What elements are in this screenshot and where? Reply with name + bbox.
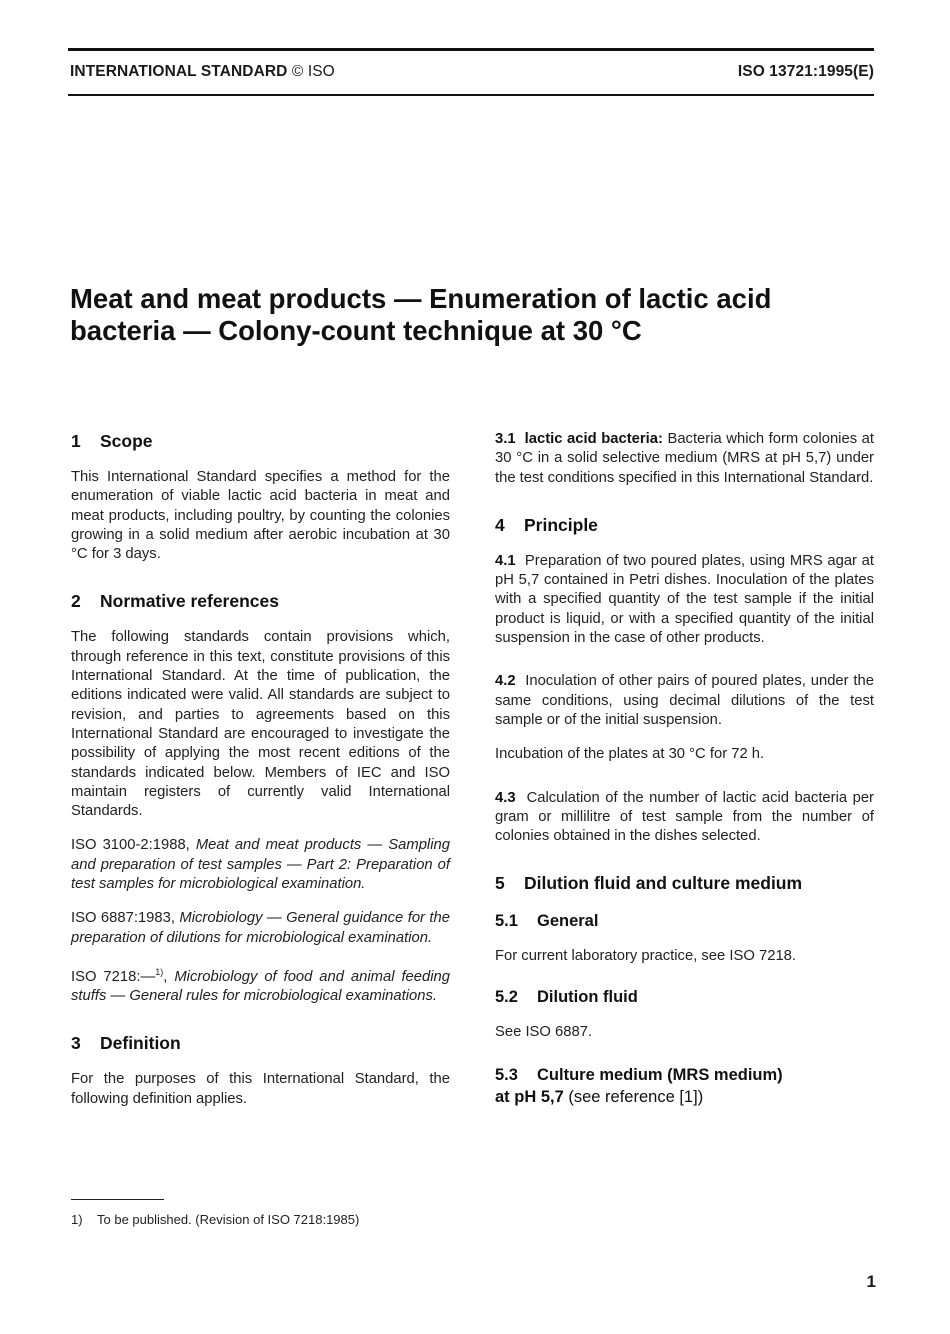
footnote-marker: 1): [155, 966, 164, 977]
section-title: Dilution fluid and culture medium: [524, 873, 803, 894]
reference-iso-7218: [71, 963, 450, 1007]
subsection-general-heading: [495, 910, 874, 932]
culture-medium-reference: (see reference [1]): [568, 1088, 704, 1107]
clause-number: 4.1: [495, 552, 516, 569]
subsection-dilution-fluid-heading: [495, 986, 874, 1008]
section-title: Definition: [100, 1033, 181, 1054]
reference-separator: ,: [163, 968, 168, 985]
subsection-title-continued: at pH 5,7: [495, 1088, 564, 1107]
clause-number: 3.1: [495, 431, 516, 447]
reference-code: ISO 3100-2:1988,: [71, 837, 190, 854]
section-principle-heading: [495, 514, 874, 536]
section-normative-heading: [71, 590, 450, 612]
principle-4-3: [495, 789, 874, 847]
subsection-number: 5.1: [495, 912, 518, 931]
principle-4-1: [495, 552, 874, 648]
header-bottom-rule: [68, 94, 874, 96]
dilution-fluid-text: See ISO 6887.: [495, 1023, 593, 1040]
clause-text: Preparation of two poured plates, using MRS agar at pH 5,7 contained in Petri dishes. Inoculation of the plates with a specified quantity of the test sample if the initial product is liquid, or with a specified quantity of the initial suspension in the case of other products.: [495, 552, 874, 647]
subsection-title: Dilution fluid: [537, 987, 638, 1006]
reference-iso-3100: [71, 836, 450, 894]
header-standard-label: [70, 63, 335, 81]
principle-4-2: [495, 672, 874, 730]
clause-number: 4.3: [495, 789, 516, 806]
definition-text: For the purposes of this International Standard, the following definition applies.: [71, 1071, 450, 1107]
section-title: Principle: [524, 514, 598, 535]
page-number: 1: [866, 1272, 876, 1291]
document-title: Meat and meat products — Enumeration of lactic acid bacteria — Colony-count technique at 30 °C: [70, 283, 772, 346]
section-definition-heading: [71, 1032, 450, 1054]
clause-text: Inoculation of other pairs of poured plates, under the same conditions, using decimal dilutions of the test sample or of the initial suspension.: [495, 673, 874, 728]
section-number: 1: [71, 431, 81, 451]
reference-code: ISO 6887:1983,: [71, 910, 175, 927]
subsection-culture-medium-heading: [495, 1064, 874, 1108]
section-dilution-heading: [495, 872, 874, 894]
footnote: [71, 1212, 359, 1227]
footnote-text: To be published. (Revision of ISO 7218:1985): [97, 1212, 360, 1227]
reference-code: ISO 7218:—: [71, 968, 156, 985]
left-column: [71, 430, 450, 1124]
footnote-rule: [71, 1199, 164, 1200]
subsection-title: General: [537, 912, 599, 931]
reference-iso-6887: [71, 909, 450, 948]
header-top-rule: [68, 48, 874, 51]
section-title: Normative references: [100, 591, 279, 612]
section-number: 3: [71, 1033, 81, 1054]
header-document-number: ISO 13721:1995(E): [737, 63, 874, 80]
section-number: 4: [495, 514, 505, 535]
footnote-number: 1): [71, 1212, 83, 1227]
clause-text: Calculation of the number of lactic acid bacteria per gram or millilitre of test sample from the number of colonies obtained in the dishes selected.: [495, 789, 874, 845]
subsection-number: 5.2: [495, 987, 518, 1006]
defined-term: lactic acid bacteria:: [524, 431, 663, 447]
definition-body: Bacteria which form colonies at 30 °C in a solid selective medium (MRS at pH 5,7) under the test conditions specified in this International Standard.: [495, 431, 874, 486]
section-title: Scope: [100, 431, 153, 451]
subsection-number: 5.3: [495, 1066, 518, 1085]
subsection-title: Culture medium (MRS medium): [537, 1066, 783, 1085]
section-scope-heading: [71, 430, 450, 452]
reference-title: Microbiology of food and animal feeding stuffs — General rules for microbiological examinations.: [71, 968, 450, 1005]
reference-title: Microbiology — General guidance for the preparation of dilutions for microbiological examination.: [71, 910, 450, 946]
definition-3-1: [495, 430, 874, 488]
incubation-text: Incubation of the plates at 30 °C for 72 h.: [495, 746, 765, 763]
header-copyright: © ISO: [291, 63, 335, 80]
reference-title: Meat and meat products — Sampling and preparation of test samples — Part 2: Preparation of test samples for microbiological examination.: [71, 837, 450, 893]
header-left-title: INTERNATIONAL STANDARD: [70, 63, 288, 80]
right-column: [495, 430, 874, 1108]
normative-text: The following standards contain provisions which, through reference in this text, constitute provisions of this International Standard. At the time of publication, the editions indicated were valid. All standards are subject to revision, and parties to agreements based on this International Standard are encouraged to investigate the possibility of applying the most recent editions of the standards indicated below. Members of IEC and ISO maintain registers of currently valid International Standards.: [71, 629, 450, 820]
section-number: 5: [495, 873, 505, 894]
section-number: 2: [71, 591, 81, 612]
general-text: For current laboratory practice, see ISO 7218.: [495, 948, 797, 965]
clause-number: 4.2: [495, 673, 516, 690]
scope-text: This International Standard specifies a method for the enumeration of viable lactic acid bacteria in meat and meat products, including poultry, by counting the colonies growing in a solid medium after aerobic incubation at 30 °C for 3 days.: [71, 469, 450, 563]
